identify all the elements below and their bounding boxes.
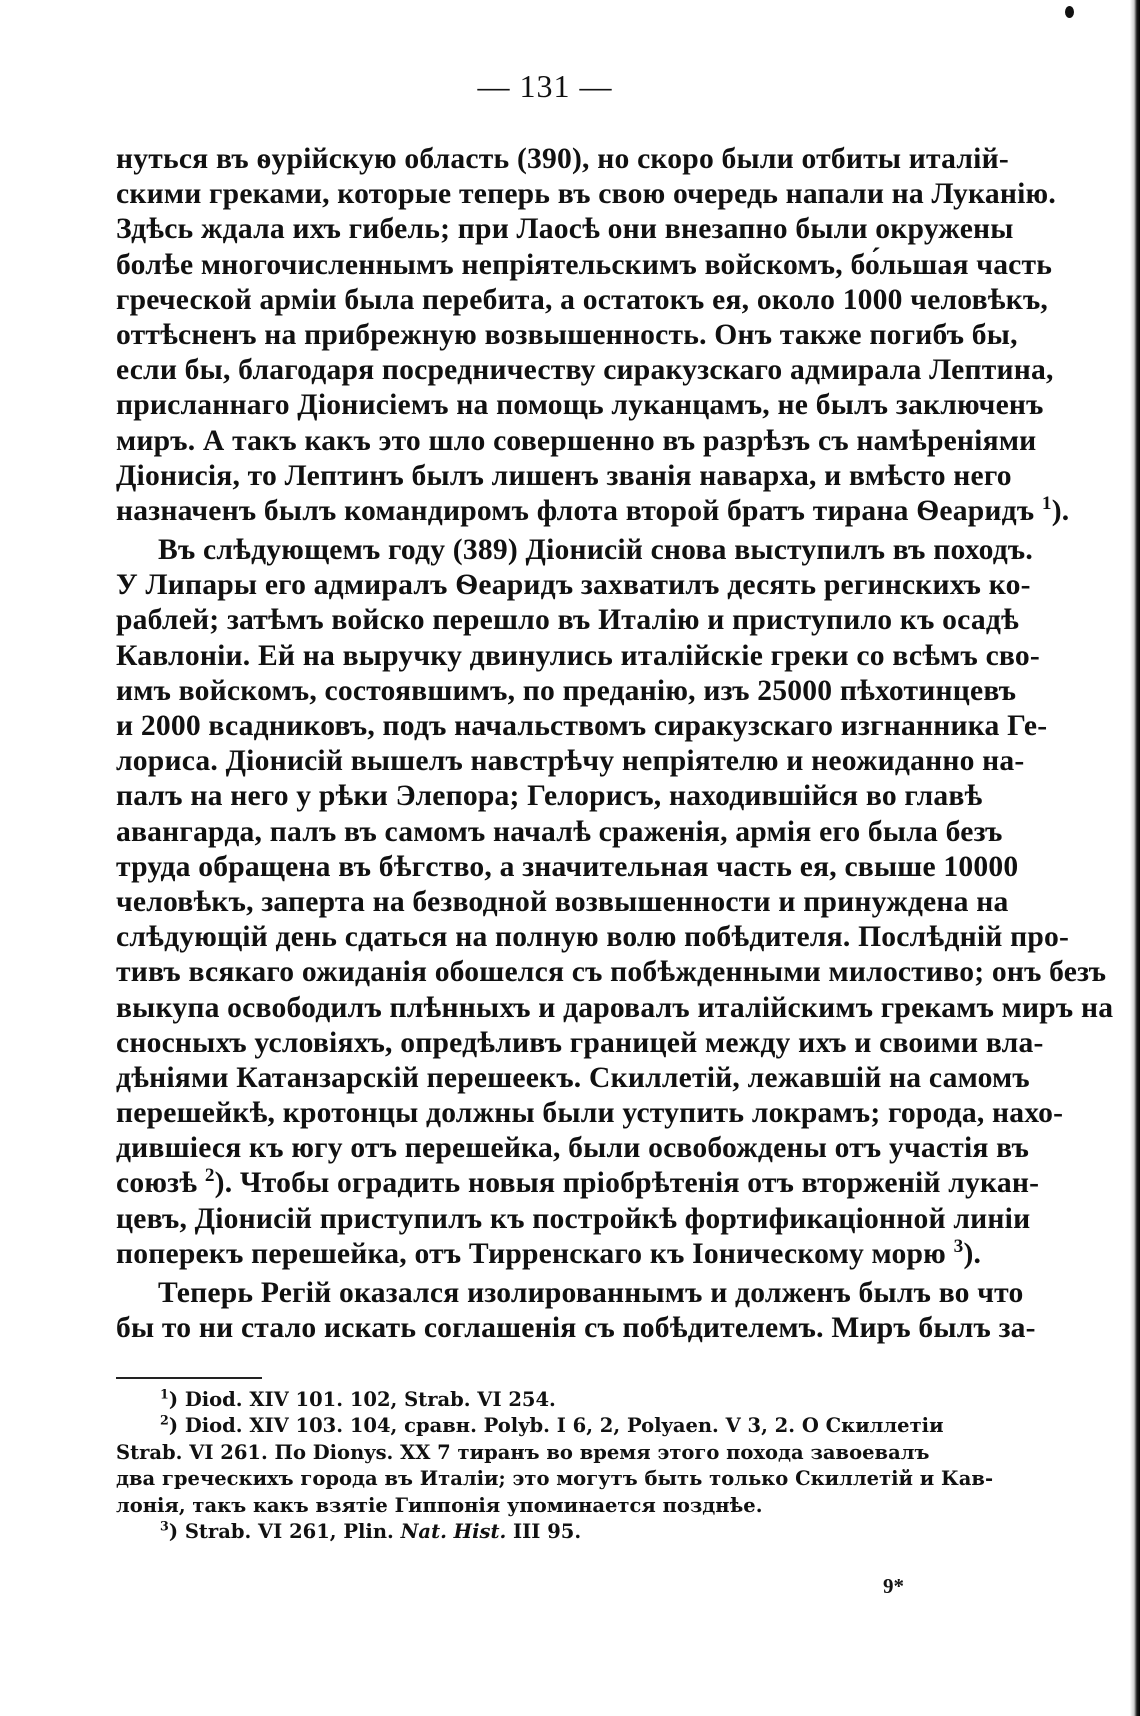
page-number: — 131 —	[477, 68, 613, 104]
text-line: тивъ всякаго ожиданія обошелся съ побѣжденными милостиво; онъ безъ	[116, 956, 1107, 989]
text-run: союзѣ	[116, 1167, 198, 1200]
ink-speck	[1065, 6, 1074, 18]
main-text	[116, 142, 1114, 1346]
text-run: назначенъ былъ командиромъ флота второй братъ тирана Ѳеаридъ	[116, 494, 1035, 527]
text-line	[116, 1235, 982, 1272]
text-line: оттѣсненъ на прибрежную возвышенность. Онъ также погибъ бы,	[116, 318, 1018, 351]
book-spine-shadow	[1130, 0, 1140, 1716]
footnote-2-line: два греческихъ города въ Италіи; это могутъ быть только Скиллетій и Кав-	[116, 1467, 994, 1491]
text-line: имъ войскомъ, состоявшимъ, по преданію, изъ 25000 пѣхотинцевъ	[116, 674, 1017, 707]
text-run: ).	[963, 1237, 982, 1270]
text-line: лориса. Діонисій вышелъ навстрѣчу непріятелю и неожиданно на-	[116, 745, 1025, 778]
footnote-mark: 1	[160, 1386, 169, 1402]
printer-signature-mark: 9*	[883, 1574, 904, 1598]
text-line: У Липары его адмиралъ Ѳеаридъ захватилъ десять регинскихъ ко-	[116, 569, 1031, 602]
text-line	[116, 1165, 1040, 1201]
text-line: выкупа освободилъ плѣнныхъ и даровалъ италійскимъ грекамъ миръ на	[116, 991, 1114, 1024]
text-run: поперекъ перешейка, отъ Тирренскаго къ Іоническому морю	[116, 1237, 946, 1270]
footnote-mark: 2	[160, 1412, 169, 1428]
text-line: дѣніями Катанзарскій перешеекъ. Скиллетій, лежавшій на самомъ	[116, 1061, 1030, 1094]
text-line: нуться въ ѳурійскую область (390), но скоро были отбиты италій-	[116, 143, 1009, 175]
footnote-text: III 95.	[506, 1520, 582, 1544]
text-line: греческой арміи была перебита, а остатокъ ея, около 1000 человѣкъ,	[116, 283, 1049, 316]
footnote-1	[116, 1387, 978, 1413]
text-line: Кавлоніи. Ей на выручку двинулись италійскіе греки со всѣмъ сво-	[116, 639, 1040, 672]
text-line: если бы, благодаря посредничеству сиракузскаго адмирала Лептина,	[116, 354, 1054, 387]
text-line: дившіеся къ югу отъ перешейка, были освобождены отъ участія въ	[116, 1132, 1030, 1165]
text-line: палъ на него у рѣки Элепора; Гелорисъ, находившійся во главѣ	[116, 780, 983, 813]
text-run: ).	[1051, 494, 1070, 527]
footnote-ref-2[interactable]: 2	[204, 1165, 215, 1187]
text-line: раблей; затѣмъ войско перешло въ Италію и приступило къ осадѣ	[116, 604, 1019, 637]
text-line: Здѣсь ждала ихъ гибель; при Лаосѣ они внезапно были окружены	[116, 213, 1014, 246]
footnote-2-line: лонія, такъ какъ взятіе Гиппонія упоминается позднѣе.	[116, 1493, 763, 1517]
footnote-2-line: Strab. VI 261. По Dionys. XX 7 тиранъ во время этого похода завоевалъ	[116, 1440, 930, 1464]
text-line: и 2000 всадниковъ, подъ начальствомъ сиракузскаго изгнанника Ге-	[116, 710, 1048, 742]
text-line: Въ слѣдующемъ году (389) Діонисій снова выступилъ въ походъ.	[158, 534, 1033, 567]
text-line: сносныхъ условіяхъ, опредѣливъ границей между ихъ и своими вла-	[116, 1026, 1044, 1059]
footnote-ref-1[interactable]: 1	[1041, 493, 1052, 515]
text-line: авангарда, палъ въ самомъ началѣ сраженія, армія его была безъ	[116, 815, 1003, 848]
text-line: слѣдующій день сдаться на полную волю побѣдителя. Послѣдній про-	[116, 921, 1070, 954]
text-line: Теперь Регій оказался изолированнымъ и долженъ былъ во что	[158, 1277, 1024, 1309]
footnote-3	[116, 1519, 978, 1545]
footnote-text: ) Diod. XIV 101. 102, Strab. VI 254.	[168, 1388, 556, 1411]
footnote-text: ) Diod. XIV 103. 104, сравн. Polyb. I 6, 2, Polyaen. V 3, 2. О Скиллетіи	[168, 1414, 944, 1438]
footnote-text: ) Strab. VI 261, Plin.	[168, 1520, 401, 1544]
text-line: присланнаго Діонисіемъ на помощь луканцамъ, не былъ заключенъ	[116, 389, 1044, 422]
text-line: бы то ни стало искать соглашенія съ побѣдителемъ. Миръ былъ за-	[116, 1312, 1036, 1345]
text-line: перешейкѣ, кротонцы должны были уступить локрамъ; города, нахо-	[116, 1097, 1064, 1130]
footnote-mark: 3	[160, 1518, 169, 1534]
footnote-ref-3[interactable]: 3	[953, 1235, 964, 1257]
text-line: миръ. А такъ какъ это шло совершенно въ разрѣзъ съ намѣреніями	[116, 424, 1037, 457]
text-run: ). Чтобы оградить новыя пріобрѣтенія отъ вторженій лукан-	[214, 1167, 1040, 1200]
footnote-divider	[116, 1377, 262, 1379]
text-line: скими греками, которые теперь въ свою очередь напали на Луканію.	[116, 178, 1056, 211]
text-line: Діонисія, то Лептинъ былъ лишенъ званія наварха, и вмѣсто него	[116, 459, 1012, 492]
footnote-2	[116, 1413, 978, 1439]
text-line: цевъ, Діонисій приступилъ къ постройкѣ фортификаціонной линіи	[116, 1202, 1031, 1235]
text-line: труда обращена въ бѣгство, а значительная часть ея, свыше 10000	[116, 850, 1019, 883]
text-line	[116, 493, 1070, 529]
footnotes	[116, 1386, 994, 1545]
footnote-italic: Nat. Hist.	[400, 1520, 507, 1544]
text-line: человѣкъ, заперта на безводной возвышенности и принуждена на	[116, 885, 1009, 918]
text-line: болѣе многочисленнымъ непріятельскимъ войскомъ, бо́льшая часть	[116, 248, 1053, 281]
